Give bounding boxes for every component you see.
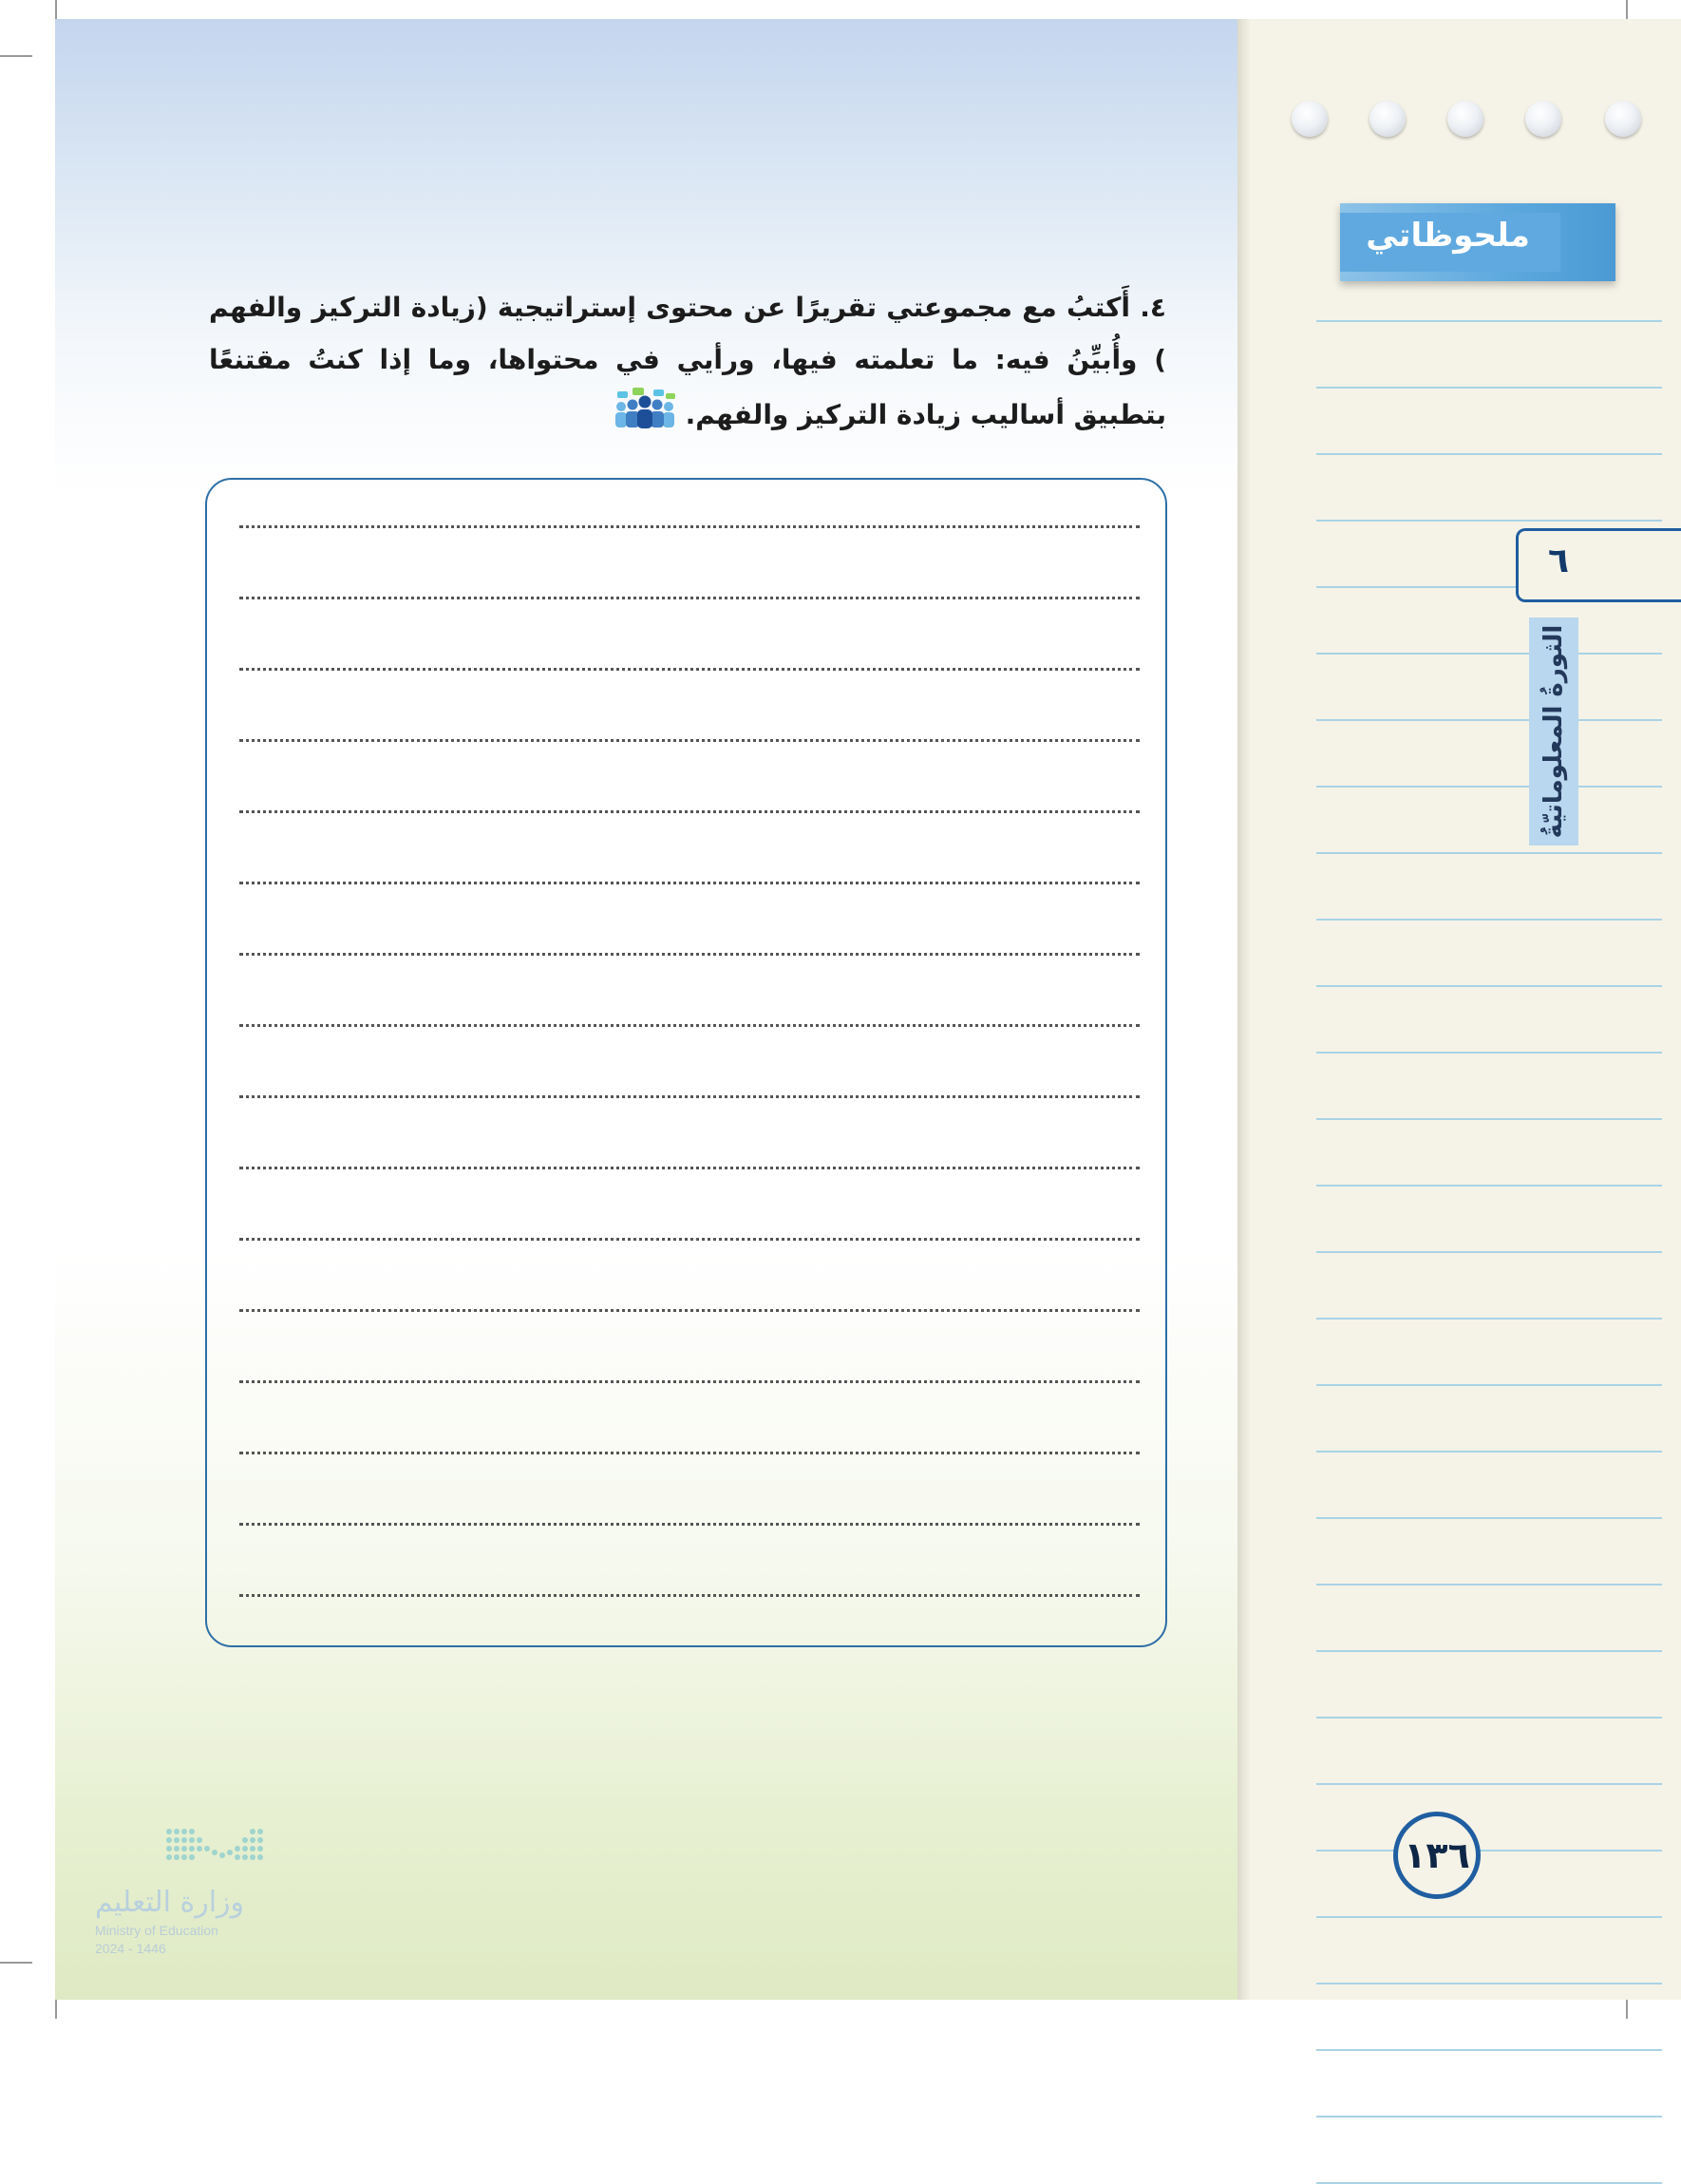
- ruled-line: [1316, 1584, 1662, 1586]
- binder-hole: [1447, 101, 1483, 137]
- answer-line[interactable]: [239, 1380, 1140, 1383]
- answer-line[interactable]: [239, 1523, 1140, 1526]
- ruled-line: [1316, 786, 1662, 788]
- ruled-line: [1316, 653, 1662, 655]
- ruled-line: [1316, 520, 1662, 522]
- ruled-line: [1316, 1850, 1662, 1852]
- question-body: ٤. أَكتبُ مع مجموعتي تقريرًا عن محتوى إستراتيجية (زيادة التركيز والفهم ) وأُبيِّنُ فيه: ما تعلمته فيها، ورأيي في محتواها، وما إذا كنتُ مقتنعًا بتطبيق أساليب زيادة التركيز والفهم.: [209, 292, 1166, 430]
- answer-line[interactable]: [239, 1309, 1140, 1312]
- ruled-line: [1316, 453, 1662, 455]
- ruled-line: [1316, 387, 1662, 389]
- ruled-line: [1316, 719, 1662, 721]
- answer-line[interactable]: [239, 525, 1140, 528]
- ruled-line: [1316, 1185, 1662, 1187]
- answer-line[interactable]: [239, 953, 1140, 956]
- answer-line[interactable]: [239, 1452, 1140, 1454]
- ruled-line: [1316, 1783, 1662, 1785]
- ruled-line: [1316, 1983, 1662, 1985]
- notes-panel: [1237, 19, 1681, 2000]
- binder-hole: [1525, 101, 1561, 137]
- ministry-name-en: Ministry of Education: [95, 1923, 218, 1938]
- ruled-line: [1316, 320, 1662, 322]
- answer-line[interactable]: [239, 1095, 1140, 1098]
- ruled-line: [1316, 1717, 1662, 1719]
- ruled-line: [1316, 1052, 1662, 1054]
- ministry-year: 2024 - 1446: [95, 1941, 166, 1956]
- answer-line[interactable]: [239, 1167, 1140, 1169]
- answer-line[interactable]: [239, 1594, 1140, 1597]
- answer-line[interactable]: [239, 597, 1140, 599]
- answer-line[interactable]: [239, 1024, 1140, 1027]
- unit-title-ribbon: [1529, 617, 1578, 845]
- answer-line[interactable]: [239, 882, 1140, 884]
- binder-hole: [1369, 101, 1406, 137]
- question-text: [209, 281, 1166, 446]
- unit-title: الثورةُ المعلوماتيّةُ: [1539, 624, 1568, 839]
- binder-hole: [1292, 101, 1328, 137]
- answer-box[interactable]: [205, 478, 1167, 1647]
- ruled-line: [1316, 1318, 1662, 1320]
- answer-line[interactable]: [239, 810, 1140, 813]
- ruled-line: [1316, 985, 1662, 987]
- ruled-line: [1316, 1384, 1662, 1386]
- ruled-line: [1316, 2116, 1662, 2118]
- ruled-line: [1316, 1251, 1662, 1253]
- ruled-line: [1316, 919, 1662, 921]
- crop-mark: [0, 55, 32, 57]
- ruled-line: [1316, 2049, 1662, 2051]
- answer-line[interactable]: [239, 739, 1140, 742]
- unit-number: ٦: [1548, 541, 1569, 580]
- unit-number-box: [1516, 528, 1681, 602]
- notes-title: ملحوظاتي: [1366, 217, 1530, 255]
- binder-hole: [1605, 101, 1641, 137]
- notes-tab: [1340, 203, 1615, 281]
- crop-mark: [0, 1962, 32, 1964]
- ministry-name-ar: وزارة التعليم: [95, 1886, 245, 1919]
- ruled-line: [1316, 1650, 1662, 1652]
- notebook-spine: [1237, 19, 1251, 2000]
- ruled-line: [1316, 852, 1662, 854]
- ruled-line: [1316, 1916, 1662, 1918]
- answer-line[interactable]: [239, 668, 1140, 671]
- page-number: ١٣٦: [1393, 1812, 1481, 1899]
- group-discussion-icon: [612, 386, 678, 446]
- answer-line[interactable]: [239, 1238, 1140, 1241]
- ruled-line: [1316, 1517, 1662, 1519]
- ruled-line: [1316, 1451, 1662, 1453]
- ruled-line: [1316, 1118, 1662, 1120]
